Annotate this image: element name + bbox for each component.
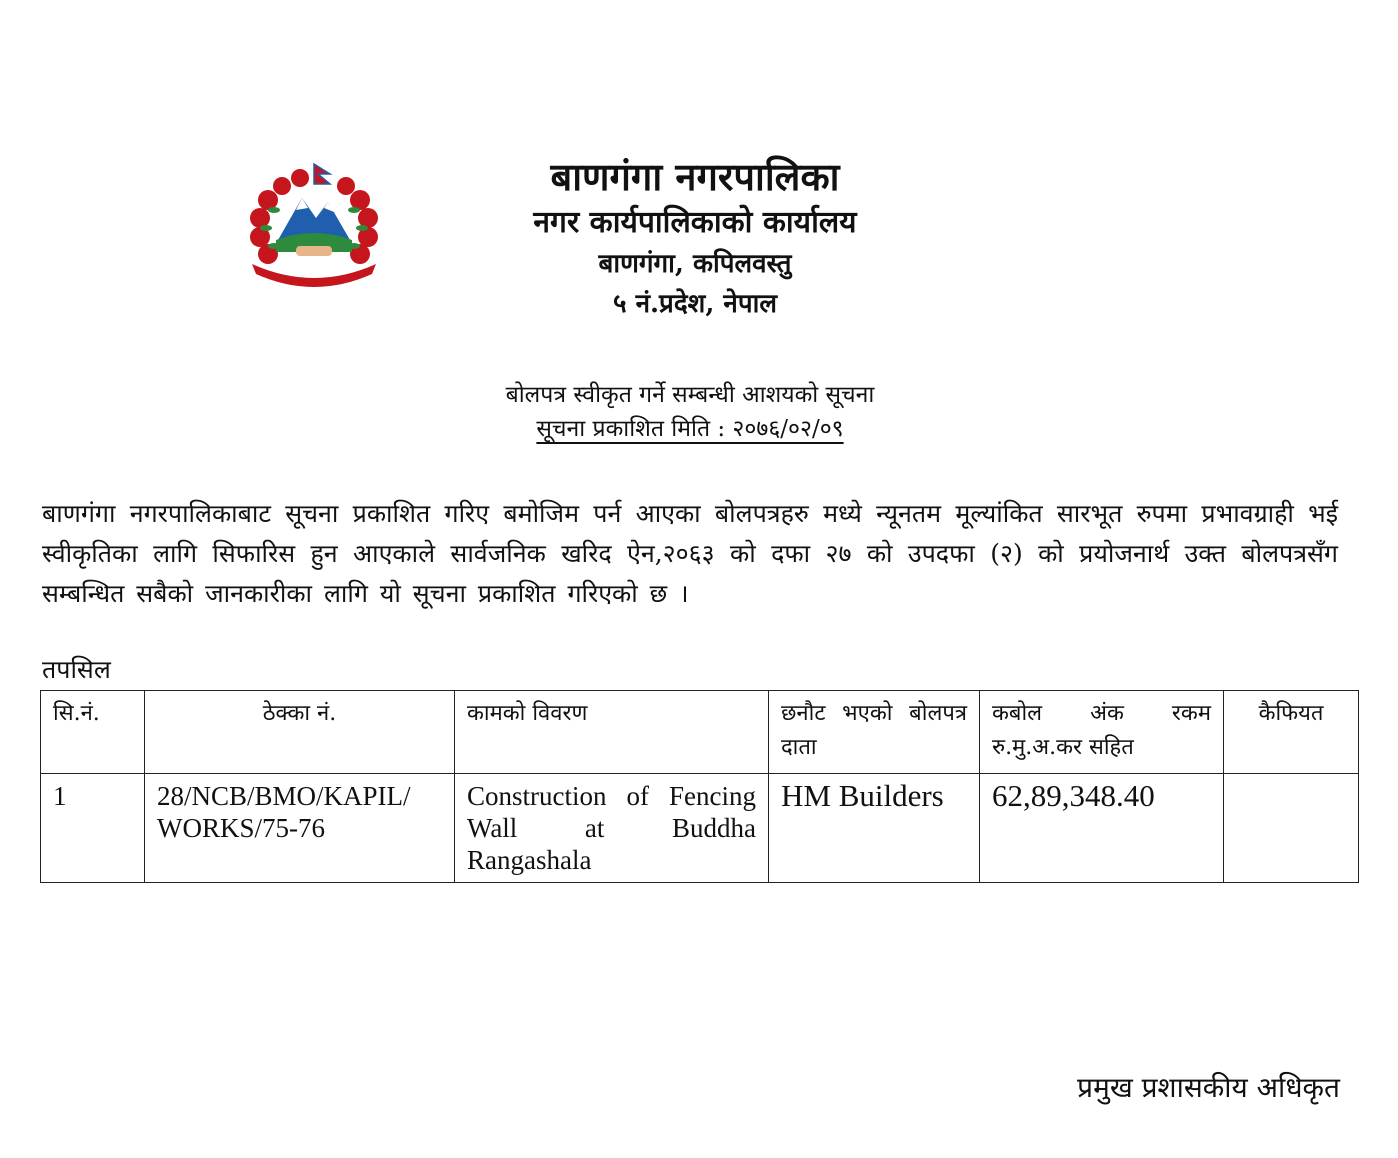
letterhead [440,152,950,324]
nepal-emblem-icon [244,160,384,290]
office-name: नगर कार्यपालिकाको कार्यालय [533,205,857,240]
notice-date-text: सूचना प्रकाशित मिति : २०७६/०२/०९ [536,416,844,442]
table-row [41,774,1359,883]
cell-sn: 1 [41,774,145,883]
notice-title: बोलपत्र स्वीकृत गर्ने सम्बन्धी आशयको सूचना [505,382,875,408]
ribbon-icon [252,264,376,287]
header-bidder: छनौट भएको बोलपत्र दाता [769,691,980,774]
cell-description: Construction of Fencing Wall at Buddha Rangashala [455,774,769,883]
cell-contract-no: 28/NCB/BMO/KAPIL/ WORKS/75-76 [145,774,455,883]
header-contract-no: ठेक्का नं. [145,691,455,774]
cell-remarks [1224,774,1359,883]
office-location: बाणगंगा, कपिलवस्तु [598,249,792,279]
header-sn: सि.नं. [41,691,145,774]
signatory-title: प्रमुख प्रशासकीय अधिकृत [1077,1071,1340,1104]
handshake-icon [296,246,332,256]
province-name: ५ नं.प्रदेश, नेपाल [613,289,777,319]
header-amount: कबोल अंक रकम रु.मु.अ.कर सहित [980,691,1224,774]
municipality-name: बाणगंगा नगरपालिका [550,154,840,199]
bid-table [40,690,1359,883]
table-header-row [41,691,1359,774]
notice-body: बाणगंगा नगरपालिकाबाट सूचना प्रकाशित गरिए बमोजिम पर्न आएका बोलपत्रहरु मध्ये न्यूनतम मूल्यांकित सारभूत रुपमा प्रभावग्राही भई स्वीकृतिका लागि सिफारिस हुन आएकाले सार्वजनिक खरिद ऐन,२०६३ को दफा २७ को उपदफा (२) को प्रयोजनार्थ उक्त बोलपत्रसँग सम्बन्धित सबैको जानकारीका लागि यो सूचना प्रकाशित गरिएको छ । [42,499,1338,608]
flag-icon [314,164,330,184]
header-description: कामको विवरण [455,691,769,774]
cell-bidder: HM Builders [769,774,980,883]
annex-label: तपसिल [42,655,111,684]
notice-date-line [390,412,990,446]
emblem-graphic [244,160,384,290]
header-remarks: कैफियत [1224,691,1359,774]
cell-amount: 62,89,348.40 [980,774,1224,883]
